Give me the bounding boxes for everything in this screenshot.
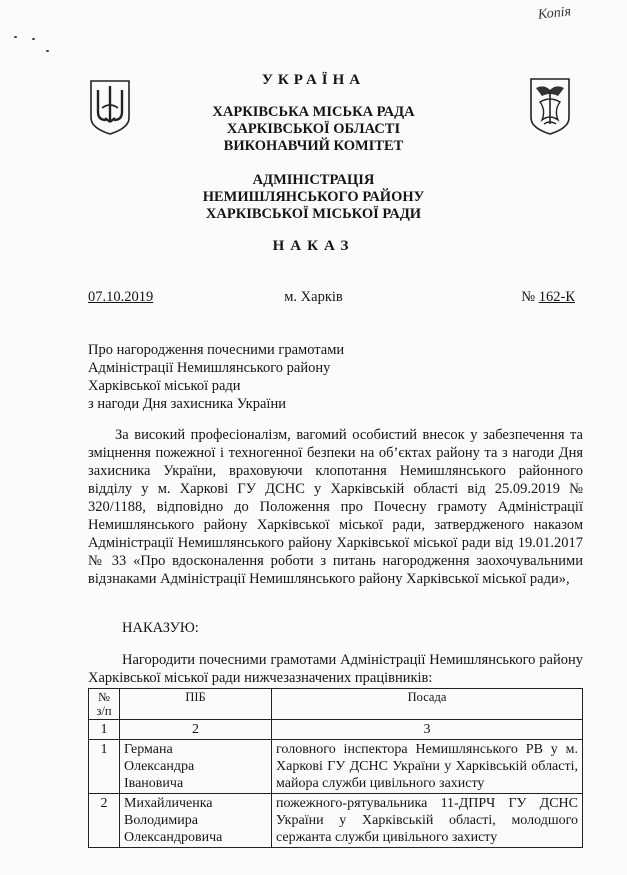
row-number: 2 [89, 794, 120, 848]
subject-line: з нагоди Дня захисника України [88, 396, 286, 412]
admin-line: АДМІНІСТРАЦІЯ [252, 172, 375, 188]
council-line: ХАРКІВСЬКА МІСЬКА РАДА [212, 104, 415, 120]
row-position: головного інспектора Немишлянського РВ у м. Харкові ГУ ДСНС України у Харківській області, майора служби цивільного захисту [272, 740, 583, 794]
order-command: НАКАЗУЮ: [122, 620, 199, 636]
order-date: 07.10.2019 [88, 289, 154, 305]
row-number: 1 [89, 740, 120, 794]
document-type: НАКАЗ [272, 238, 355, 254]
name-line: Володимира [124, 813, 198, 828]
index-cell: 3 [272, 720, 583, 740]
council-line: ВИКОНАВЧИЙ КОМІТЕТ [223, 138, 404, 154]
row-name [120, 794, 272, 848]
council-line: ХАРКІВСЬКОЇ ОБЛАСТІ [226, 121, 401, 137]
administration-block [0, 172, 627, 223]
subject-line: Харківської міської ради [88, 378, 241, 394]
council-block [0, 104, 627, 155]
admin-line: ХАРКІВСЬКОЇ МІСЬКОЇ РАДИ [205, 206, 422, 222]
name-line: Олександра [124, 759, 195, 774]
name-line: Михайличенка [124, 796, 213, 811]
index-cell: 1 [89, 720, 120, 740]
header-name: ПІБ [120, 689, 272, 720]
header-number: № з/п [89, 689, 120, 720]
subject-line: Про нагородження почесними грамотами [88, 342, 345, 358]
handwritten-note: Копія [537, 4, 572, 23]
table-row [89, 740, 583, 794]
row-name [120, 740, 272, 794]
award-paragraph: Нагородити почесними грамотами Адміністрації Немишлянського району Харківської міської ради нижчезазначених працівників: [88, 652, 583, 686]
country-name: УКРАЇНА [261, 72, 366, 88]
table-index-row [89, 720, 583, 740]
number-value: 162-К [538, 289, 575, 305]
order-number [521, 289, 575, 306]
row-position: пожежного-рятувальника 11-ДПРЧ ГУ ДСНС України у Харківській області, молодшого сержанта служби цивільного захисту [272, 794, 583, 848]
name-line: Івановича [124, 776, 184, 791]
name-line: Германа [124, 742, 173, 757]
awardees-table [88, 688, 583, 848]
admin-line: НЕМИШЛЯНСЬКОГО РАЙОНУ [202, 189, 425, 205]
index-cell: 2 [120, 720, 272, 740]
scan-speck [14, 36, 17, 38]
city: м. Харків [284, 289, 343, 305]
table-row [89, 794, 583, 848]
scan-speck [32, 38, 35, 40]
preamble-paragraph: За високий професіоналізм, вагомий особистий внесок у забезпечення та зміцнення пожежної і техногенної безпеки на об’єктах району та з нагоди Дня захисника України, враховуючи клопотання Немишлянського районного відділу у м. Харкові ГУ ДСНС у Харківській області від 25.09.2019 № 320/1188, відповідно до Положення про Почесну грамоту Адміністрації Немишлянського району Харківської міської ради, затвердженого наказом Адміністрації Немишлянського району Харківської міської ради від 19.01.2017 № 33 «Про вдосконалення роботи з питань нагородження заохочувальними відзнаками Адміністрації Немишлянського району Харківської міської ради», [88, 427, 583, 587]
table-header-row [89, 689, 583, 720]
name-line: Олександровича [124, 830, 223, 845]
subject-line: Адміністрації Немишлянського району [88, 360, 331, 376]
number-sign: № [521, 289, 536, 305]
order-subject [88, 341, 344, 413]
scan-speck [46, 50, 49, 52]
header-position: Посада [272, 689, 583, 720]
